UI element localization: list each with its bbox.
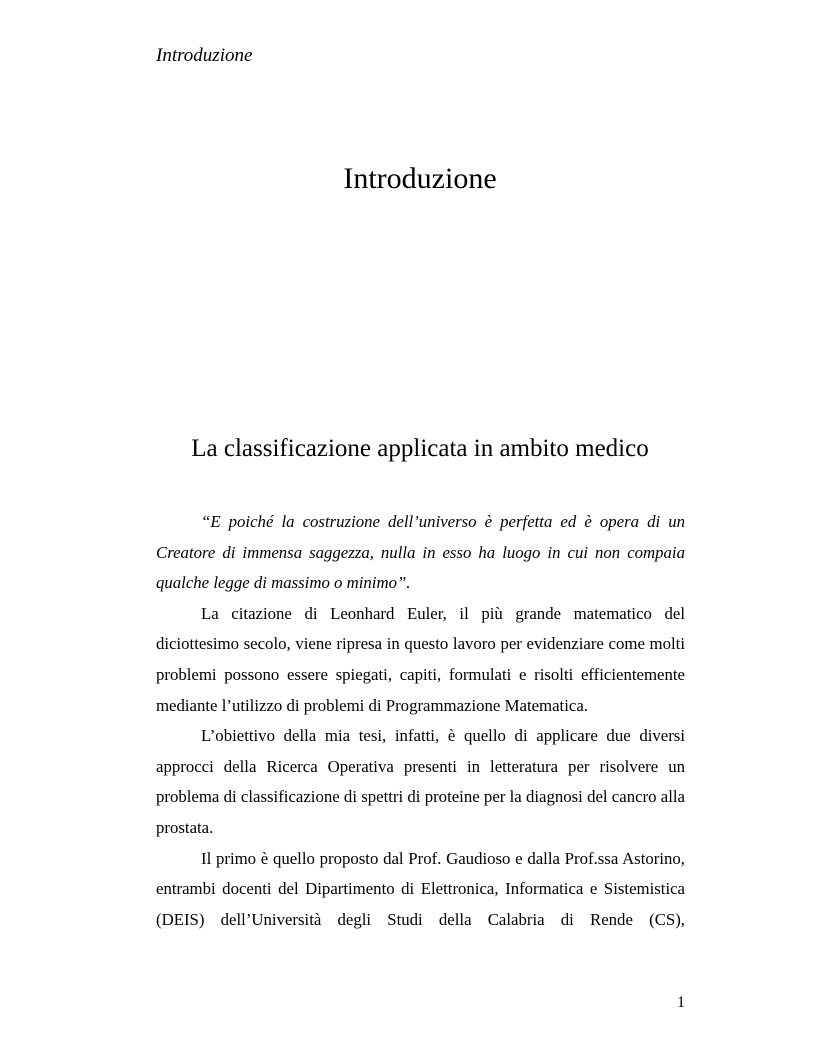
body-text: [156, 507, 685, 935]
chapter-title: Introduzione: [343, 162, 497, 195]
section-title: La classificazione applicata in ambito medico: [191, 435, 649, 462]
body-paragraph: La citazione di Leonhard Euler, il più grande matematico del diciottesimo secolo, viene ripresa in questo lavoro per evidenziare come molti problemi possono essere spiegati, capiti, formulati e risolti efficientemente mediante l’utilizzo di problemi di Programmazione Matematica.: [156, 603, 685, 715]
body-paragraph: Il primo è quello proposto dal Prof. Gaudioso e dalla Prof.ssa Astorino, entrambi docenti del Dipartimento di Elettronica, Informatica e Sistemistica (DEIS) dell’Università degli Studi della Calabria di Rende (CS),: [156, 848, 685, 929]
running-header: Introduzione: [156, 45, 253, 66]
page-number: 1: [677, 994, 685, 1011]
body-paragraph: L’obiettivo della mia tesi, infatti, è quello di applicare due diversi approcci della Ricerca Operativa presenti in letteratura per risolvere un problema di classificazione di spettri di proteine per la diagnosi del cancro alla prostata.: [156, 726, 685, 837]
euler-quote-paragraph: “E poiché la costruzione dell’universo è perfetta ed è opera di un Creatore di immensa saggezza, nulla in esso ha luogo in cui non compaia qualche legge di massimo o minimo”.: [156, 512, 685, 593]
